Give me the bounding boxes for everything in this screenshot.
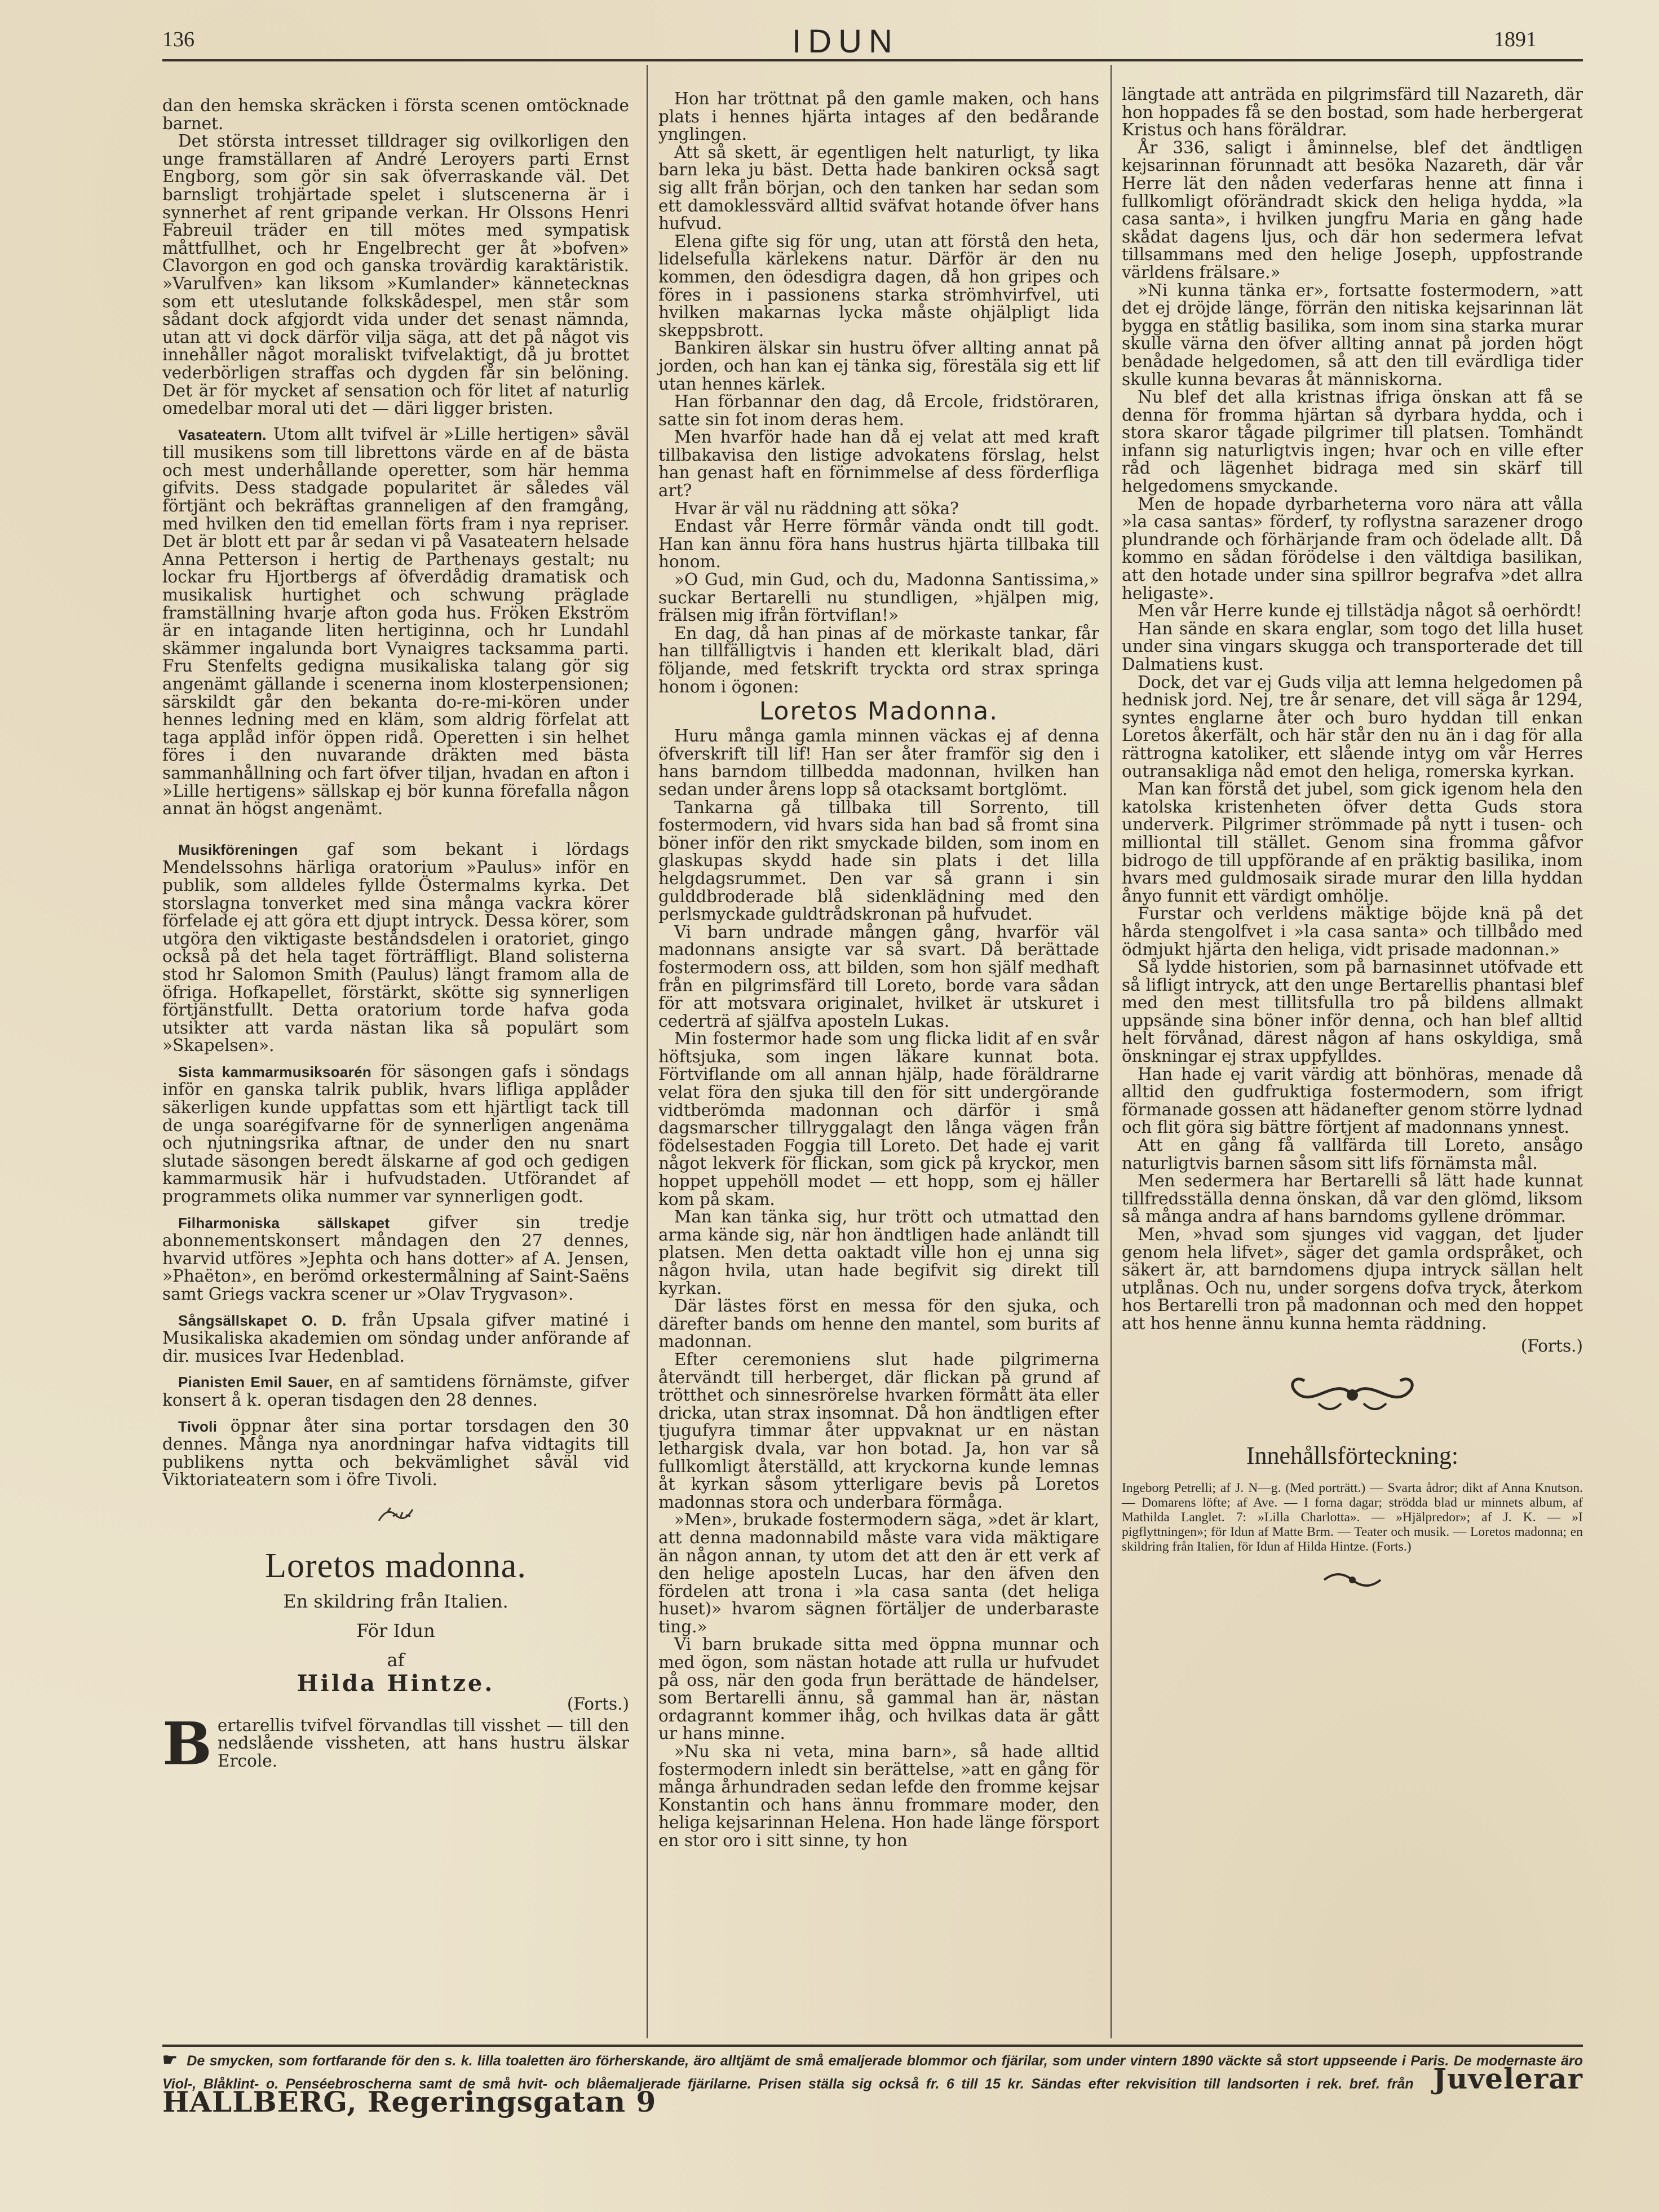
paragraph-pianisten xyxy=(162,1373,629,1409)
paragraph: Så lydde historien, som på barnasinnet utöfvade ett så lifligt intryck, att den unge Bertarellis phantasi blef med den mest tillitsfulla tro på bildens allmakt uppsände sina böner inför denna, och han blef alltid helt förvånad, därest någon af hans oskyldiga, små önskningar ej strax uppfylldes. xyxy=(1122,957,1583,1066)
story-for-line: För Idun xyxy=(356,1619,435,1641)
column-middle xyxy=(658,90,1099,1850)
paragraph: Endast vår Herre förmår vända ondt till godt. Han kan ännu föra hans hustrus hjärta tillbaka till honom. xyxy=(658,516,1099,572)
masthead: IDUN xyxy=(792,23,899,60)
drop-cap: B xyxy=(162,1708,212,1778)
paragraph: dan den hemska skräcken i första scenen omtöcknade barnet. xyxy=(162,96,629,133)
column-divider xyxy=(647,65,648,2038)
section-text: gifver sin tredje abonnementskonsert måndagen den 27 dennes, hvarvid utföres »Jephta och hans dotter» af A. Jensen, »Phaëton», en berömd orkestermålning af Saint-Saëns samt Griegs vackra scener ur »Olav Trygvason». xyxy=(162,1212,629,1304)
paragraph: Att så skett, är egentligen helt naturligt, ty lika barn leka ju bäst. Detta hade bankiren också sagt sig allt från början, och den tanken har sedan som ett damoklessvärd alltid sväfvat hotande öfver hans hufvud. xyxy=(658,142,1099,233)
continued-note: (Forts.) xyxy=(1520,1336,1583,1356)
paragraph: Huru många gamla minnen väckas ej af denna öfverskrift till lif! Han ser åter framför sig den i hans barndom tillbedda madonnan, hvilken han sedan under årens lopp så otacksamt bortglömt. xyxy=(658,726,1099,799)
continued-note: (Forts.) xyxy=(567,1694,629,1714)
paragraph: Hvar är väl nu räddning att söka? xyxy=(674,498,959,518)
paragraph: Bankiren älskar sin hustru öfver allting annat på jorden, och han kan ej tänka sig, förestäla sig ett lif utan hennes kärlek. xyxy=(658,338,1099,394)
section-text: öppnar åter sina portar torsdagen den 30 dennes. Många nya anordningar hafva vidtagits till publikens nytta och bekvämlighet såväl vid Viktoriateatern som i öfre Tivoli. xyxy=(162,1416,629,1490)
advertiser-name: Juvelerar HALLBERG, Regeringsgatan 9 xyxy=(162,2062,1583,2118)
pointing-hand-icon: ☛ xyxy=(162,2051,178,2069)
table-of-contents xyxy=(1122,1481,1583,1554)
paragraph: Hon har tröttnat på den gamle maken, och hans plats i hennes hjärta intages af den bedårande ynglingen. xyxy=(658,89,1099,144)
paragraph-filharmoniska xyxy=(162,1214,629,1304)
paragraph: »Ni kunna tänka er», fortsatte fostermodern, »att det ej dröjde länge, förrän den nitiska kejsarinnan lät bygga en ståtlig basilika, som inom sina starka murar skulle värna den öfver allting annat på jorden högt benådade helgedomen, så att den till evärdliga tider skulle kunna bevaras åt människorna. xyxy=(1122,280,1583,389)
paragraph: längtade att anträda en pilgrimsfärd till Nazareth, där hon hoppades få se den bostad, som hade herbergerat Kristus och hans föräldrar. xyxy=(1122,85,1583,140)
toc-text: Ingeborg Petrelli; af J. N—g. (Med porträtt.) — Svarta ådror; dikt af Anna Knutson. — Domarens löfte; af Ave. — I forna dagar; strödda blad ur minnets album, af Mathilda Langlet. 7: »Lilla Charlotta». — »Hjälpredor»; af J. K. — »I pigflyttningen»; för Idun af Matte Brm. — Teater och musik. — Loretos madonna; en skildring från Italien, för Idun af Hilda Hintze. (Forts.) xyxy=(1122,1480,1583,1554)
section-text: en af samtidens förnämste, gifver konsert å k. operan tisdagen den 28 dennes. xyxy=(162,1372,630,1410)
section-heading: Vasateatern. xyxy=(178,426,267,443)
paragraph: Men, »hvad som sjunges vid vaggan, det ljuder genom hela lifvet», säger det gamla ordspråket, och säkert är, att barndomens djupa intryck sällan helt utplånas. Och nu, under sorgens dofva tryck, återkom hos Bertarelli tron på madonnan och med den hoppet att hos henne ännu kunna hemta räddning. xyxy=(1122,1225,1583,1333)
paragraph: Tankarna gå tillbaka till Sorrento, till fostermodern, vid hvars sida han bad så fromt sina böner inför den rikt smyckade bilden, som inom en glaskupas skydd hade sin plats i det lilla helgdagsrummet. Den var så grann i sin gulddbroderade blå sidenklädning med den perlsmyckade guldtrådskronan på hufvudet. xyxy=(658,797,1099,924)
ornament-icon xyxy=(162,1504,629,1530)
paragraph: Vi barn brukade sitta med öppna munnar och med ögon, som nästan hotade att rulla ur hufvudet på oss, när den goda frun berättade de händelser, som Bertarelli ännu, så gammal han är, nästan ordagrannt kommer ihåg, och hvilkas data är gått ur hans minne. xyxy=(658,1635,1099,1743)
section-heading: Filharmoniska sällskapet xyxy=(178,1214,390,1231)
paragraph: Dock, det var ej Guds vilja att lemna helgedomen på hednisk jord. Nej, tre år senare, det vill säga år 1294, syntes englarne åter och buro hyddan till enkan Loretos åkerfält, och här står den nu än i dag för alla rättrogna katoliker, ett slående intyg om vår Herres outransakliga nåd emot den heliga, romerska kyrkan. xyxy=(1122,672,1583,781)
footer-rule xyxy=(162,2045,1583,2047)
paragraph: Man kan förstå det jubel, som gick igenom hela den katolska kristenheten öfver detta Guds stora underverk. Pilgrimer strömmade på nytt i tusen- och milliontal till stället. Genom sina fromma gåfvor bidrogo de till uppförande af en präktig basilika, inom hvars med guldmosaik sirade murar den lilla hyddan ånyo funnit ett värdigt omhölje. xyxy=(1122,779,1583,906)
section-text: från Upsala gifver matiné i Musikaliska akademien om söndag under anförande af dir. musices Ivar Hedenblad. xyxy=(162,1310,629,1366)
story-opening xyxy=(162,1708,629,1778)
paragraph: Min fostermor hade som ung flicka lidit af en svår höftsjuka, som ingen läkare kunnat bota. Förtviflande om all annan hjälp, hade föräldrarne velat föra den sjuka till den för sitt undergörande vidtberömda madonnan och därför i små dagsmarscher tillryggalagt den långa vägen från födelsestaden Foggia till Loreto. Det hade ej varit något lekverk för flickan, som gick på kryckor, men hoppet uppehöll modet — ett hopp, som ej häller kom på skam. xyxy=(658,1029,1099,1209)
paragraph: Efter ceremoniens slut hade pilgrimerna återvändt till herberget, där flickan på grund af trötthet och sinnesrörelse hvarken förmått äta eller dricka, utan strax insomnat. Då hon ändtligen efter tjugufyra timmar åter uppvaknat ur en nästan lethargisk dvala, var hon botad. Ja, hon var så fullkomligt återställd, att kryckorna kunde lemnas åt kyrkan såsom ytterligare bevis på Loretos madonnas stora och underbara förmåga. xyxy=(658,1349,1099,1512)
paragraph: Men vår Herre kunde ej tillstädja något så oerhördt! xyxy=(1138,601,1582,621)
advertisement xyxy=(162,2051,1583,2116)
paragraph: Han sände en skara englar, som togo det lilla huset under sina vingars skugga och transporterade det till Dalmatiens kust. xyxy=(1122,619,1583,674)
paragraph: Elena gifte sig för ung, utan att förstå den heta, lidelsefulla kärlekens natur. Därför är den nu kommen, den ödesdigra dagen, då hon gripes och föres in i passionens starka strömhvirfvel, uti hvilken makarnas lycka måste ohjälpligt lida skeppsbrott. xyxy=(658,231,1099,340)
section-heading: Tivoli xyxy=(178,1418,218,1435)
story-subtitle: En skildring från Italien. xyxy=(283,1590,508,1612)
paragraph: En dag, då han pinas af de mörkaste tankar, får han tillfälligtvis i handen ett klerikalt blad, däri följande, med fetskrift tryckta ord strax springa honom i ögonen: xyxy=(658,623,1099,696)
paragraph: År 336, saligt i åminnelse, blef det ändtligen kejsarinnan förunnadt att besöka Nazareth, där vår Herre lät den nåden vederfaras henne att finna i fullkomligt oförändradt skick den heliga hydda, »la casa santa», i hvilken jungfru Maria en gång hade skådat dagens ljus, och där hon sedermera lefvat tillsammans med den helige Joseph, uppfostrande världens frälsare.» xyxy=(1122,138,1583,282)
paragraph: Men de hopade dyrbarheterna voro nära att vålla »la casa santas» förderf, ty roflystna sarazener drogo plundrande och förhärjande fram och ödelade allt. Då kommo en sådan förödelse i den vältdiga basilikan, att den hotade under sina spillror begrafva »det allra heligaste». xyxy=(1122,494,1583,603)
paragraph: Vi barn undrade mången gång, hvarför väl madonnans ansigte var så svart. Då berättade fostermodern oss, att bilden, som hon själf medhaft från en pilgrimsfärd till Loreto, borde vara sådan för att motsvara originalet, hvilket är utskuret i cederträ af själfva aposteln Lukas. xyxy=(658,922,1099,1031)
page-number: 136 xyxy=(162,28,194,51)
column-divider xyxy=(1111,65,1112,2038)
paragraph: Men hvarför hade han då ej velat att med kraft tillbakavisa den listige advokatens förslag, helst han genast haft en förnimmelse af dess förderfliga art? xyxy=(658,427,1099,501)
notice-heading: Loretos Madonna. xyxy=(759,697,999,726)
column-left xyxy=(162,96,630,1778)
advertisement-text: De smycken, som fortfarande för den s. k. lilla toaletten äro förherskande, äro alltjämt de små emaljerade blommor och fjärilar, som under vintern 1890 väckte så stort uppseende i Paris. De modernaste äro Viol-, Blåklint- o. Penséebroscherna samt de små hvit- och blåemaljerade fjärilarne. Prisen ställa sig också fr. 6 till 15 kr. Sändas efter rekvisition till landsorten i rek. bref. från xyxy=(162,2053,1583,2092)
paragraph: »Men», brukade fostermodern säga, »det är klart, att denna madonnabild måste vara vida mäktigare än någon annan, ty utom det att den är ett verk af den helige aposteln Lucas, har den äfven den fördelen att trona i »la casa santa (det heliga huset)» hvarom sägnen förtäljer de underbaraste ting.» xyxy=(658,1510,1099,1636)
paragraph: Det största intresset tilldrager sig ovilkorligen den unge framställaren af André Leroyers parti Ernst Engborg, som gör sin sak öfverraskande väl. Det barnsligt trohjärtade spelet i slutscenerna är i synnerhet af rent gripande verkan. Hr Olssons Henri Fabreuil träder en till mötes med sympatisk måttfullhet, och hr Engelbrecht ger åt »bofven» Clavorgon en god och ganska trovärdig karaktäristik. »Varulfven» kan liksom »Kumlander» kännetecknas som ett uteslutande folkskådespel, men står som sådant dock afgjordt vida under det senast nämnda, utan att vi dock därför vilja säga, att det på något vis innehåller något moraliskt tvifvelaktigt, då ju brottet vederbörligen straffas och dygden får sin belöning. Det är för mycket af sensation och för litet af naturlig omedelbar moral uti det — däri ligger bristen. xyxy=(162,131,629,418)
ornament-icon xyxy=(1122,1370,1583,1424)
section-heading: Sista kammarmusiksoarén xyxy=(178,1063,372,1080)
year-label: 1891 xyxy=(1494,28,1537,51)
paragraph: Men sedermera har Bertarelli så lätt hade kunnat tillfredsställa denna önskan, då var den glömd, liksom så många andra af hans barndoms gyllene drömmar. xyxy=(1122,1171,1583,1226)
header-rule xyxy=(162,59,1583,61)
paragraph: Nu blef det alla kristnas ifriga önskan att få se denna för fromma hjärtan så dyrbara hydda, och i stora skaror tågade pilgrimer till platsen. Tomhändt infann sig naturligtvis ingen; hvar och en ville efter råd och lägenhet bidraga med sin skärf till helgedomens smyckande. xyxy=(1122,387,1583,496)
table-of-contents-title: Innehållsförteckning: xyxy=(1246,1441,1459,1469)
section-text: Utom allt tvifvel är »Lille hertigen» såväl till musikens som till librettons värde en af de bästa och mest underhållande operetter, som här hemma gifvits. Dess stadgade popularitet är således väl förtjänt och bekräftas granneligen af den framgång, med hvilken den tid emellan förts fram i nya repriser. Det är blott ett par år sedan vi på Vasateatern helsade Anna Petterson i hertig de Parthenays gestalt; nu lockar fru Hjortbergs af öfverdådig dramatisk och musikalisk hurtighet och schwung präglade framställning hvarje afton goda hus. Fröken Ekström är en intagande liten hertiginna, och hr Lundahl skämmer ingalunda bort Vynaigres tacksamma parti. Fru Stenfelts gedigna musikaliska talang gör sig angenämt gällande i scenerna inom klosterpensionen; särskildt går den bekanta do-re-mi-kören under hennes ledning med en kläm, som aldrig förfelat att taga applåd inför öppen ridå. Operetten i sin helhet föres i den nuvarande dräkten med bästa sammanhållning och fart öfver tiljan, hvadan en afton i »Lille hertigens» sällskap ej bör kunna förefalla någon annat än högst angenämt. xyxy=(162,424,629,819)
story-author: Hilda Hintze. xyxy=(297,1670,495,1697)
section-heading: Musikföreningen xyxy=(178,841,298,858)
paragraph: Man kan tänka sig, hur trött och utmattad den arma kände sig, när hon ändtligen hade anländt till platsen. Men detta oaktadt ville hon ej unna sig någon hvila, utan hade begifvit sig direkt till kyrkan. xyxy=(658,1207,1099,1298)
paragraph: »Nu ska ni veta, mina barn», så hade alltid fostermodern inledt sin berättelse, »att en gång för många århundraden sedan lefde den fromme kejsar Konstantin och hans ännu frommare moder, den heliga kejsarinnan Helena. Hon hade länge försport en stor oro i sitt sinne, ty hon xyxy=(658,1742,1099,1850)
paragraph-tivoli xyxy=(162,1418,629,1489)
paragraph: »O Gud, min Gud, och du, Madonna Santissima,» suckar Bertarelli nu stundligen, »hjälpen mig, frälsen mig ifrån förtviflan!» xyxy=(658,570,1099,625)
story-af-line: af xyxy=(387,1649,405,1671)
story-opening-text: ertarellis tvifvel förvandlas till visshet — till den nedslående vissheten, att hans hustru älskar Ercole. xyxy=(217,1715,629,1771)
paragraph-kammarmusik xyxy=(162,1063,629,1206)
column-right xyxy=(1122,86,1583,1609)
paragraph-sangsallskapet xyxy=(162,1312,629,1366)
section-heading: Pianisten Emil Sauer, xyxy=(178,1374,333,1391)
paragraph-vasateatern xyxy=(162,426,629,818)
section-text: gaf som bekant i lördags Mendelssohns härliga oratorium »Paulus» inför en publik, som alldeles fyllde Östermalms kyrka. Det storslagna tonverket med sina många vackra körer förfelade ej att göra ett djupt intryck. Dessa körer, som utgöra den viktigaste beståndsdelen i oratoriet, gingo också på det hela taget förträffligt. Bland solisterna stod hr Salomon Smith (Paulus) längt framom alla de öfriga. Hofkapellet, förstärkt, skötte sig synnerligen förtjänstfullt. Detta oratorium torde hafva goda utsikter att varda nästan lika så populärt som »Skapelsen». xyxy=(162,839,629,1056)
paragraph-musikforeningen xyxy=(162,841,629,1055)
section-heading: Sångsällskapet O. D. xyxy=(178,1312,347,1329)
story-title: Loretos madonna. xyxy=(265,1546,527,1585)
paragraph: Att en gång få vallfärda till Loreto, ansågo naturligtvis barnen såsom sitt lifs förnämsta mål. xyxy=(1122,1136,1583,1173)
section-text: för säsongen gafs i söndags inför en ganska talrik publik, hvars lifliga applåder säkerligen kunde uppfattas som ett hjärtligt tack till de unga soarégifvarne för de synnerligen angenäma och njutningsrika aftnar, de under den nu snart slutade säsongen beredt älskarne af god och gedigen kammarmusik här i hufvudstaden. Utförandet af programmets olika nummer var synnerligen godt. xyxy=(162,1061,629,1207)
paragraph: Han förbannar den dag, då Ercole, fridstöraren, satte sin fot inom deras hem. xyxy=(658,392,1099,429)
paragraph: Han hade ej varit värdig att bönhöras, menade då alltid den gudfruktiga fostermodern, som ifrigt förmanade gossen att hädanefter genom större lydnad och flit göra sig bättre förtjent af madonnans ynnest. xyxy=(1122,1064,1583,1137)
paragraph: Där lästes först en messa för den sjuka, och därefter bands om henne den mantel, som burits af madonnan. xyxy=(658,1296,1099,1352)
paragraph: Furstar och verldens mäktige böjde knä på det hårda stengolfvet i »la casa santa» och tillbådo med ödmjukt hjärta den heliga, vidt prisade madonnan.» xyxy=(1122,904,1583,959)
ornament-icon xyxy=(1122,1569,1583,1595)
